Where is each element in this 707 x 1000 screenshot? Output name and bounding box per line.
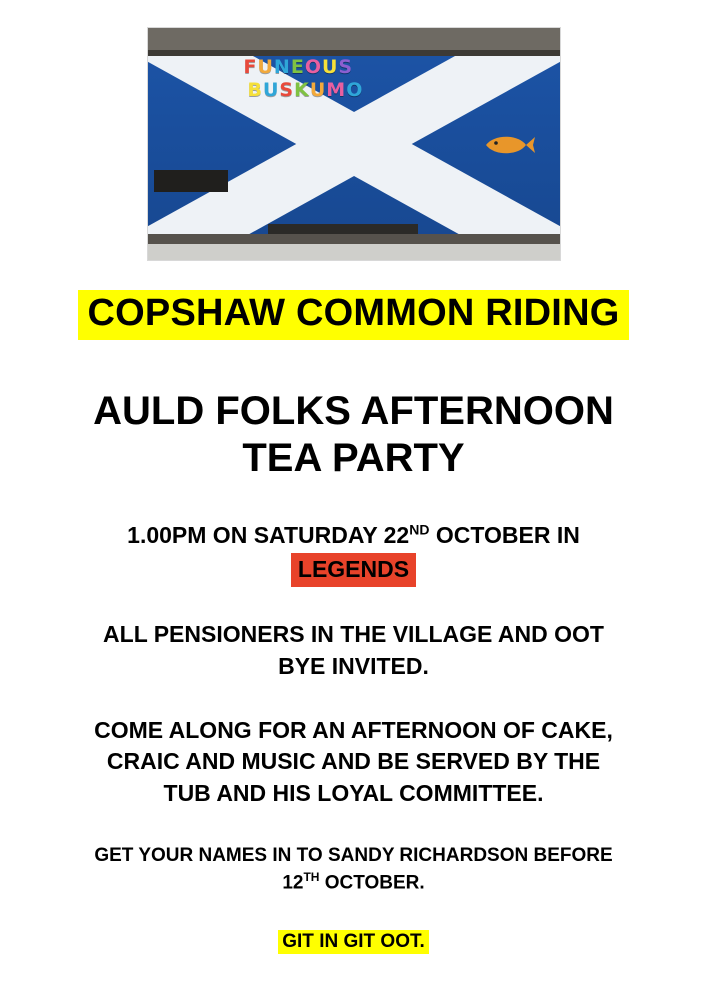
photo-top-shadow xyxy=(148,50,560,56)
rsvp-date-ordinal: TH xyxy=(303,870,320,885)
event-date-ordinal: ND xyxy=(409,521,430,538)
event-headline-line1: AULD FOLKS AFTERNOON xyxy=(93,388,614,433)
title-highlight-band xyxy=(78,290,630,340)
closing-highlight: GIT IN GIT OOT. xyxy=(278,930,429,954)
photo-bottom-shadow xyxy=(148,234,560,244)
banner-letters xyxy=(244,58,434,100)
description-line2: CRAIC AND MUSIC AND BE SERVED BY THE xyxy=(106,748,601,775)
photo-dark-panel-left xyxy=(154,170,228,192)
photo-top-edge xyxy=(148,28,560,50)
rsvp-date-number: 12 xyxy=(282,872,304,894)
rsvp-line2 xyxy=(44,869,664,897)
invitation-line1: ALL PENSIONERS IN THE VILLAGE AND OOT xyxy=(103,621,604,648)
event-time-date: 1.00PM ON SATURDAY 22 xyxy=(127,522,410,549)
event-venue: LEGENDS xyxy=(291,553,416,587)
rsvp-text xyxy=(44,842,664,897)
event-headline xyxy=(34,388,674,482)
closing-text xyxy=(44,931,664,953)
saltire-flag-photo xyxy=(148,28,560,260)
event-datetime xyxy=(44,520,664,587)
banner-letters-line1: FUNEOUS xyxy=(243,56,354,78)
description-line1: COME ALONG FOR AN AFTERNOON OF CAKE, xyxy=(94,716,613,743)
rsvp-line1: GET YOUR NAMES IN TO SANDY RICHARDSON BEFORE xyxy=(94,844,613,866)
rsvp-date-month: OCTOBER. xyxy=(319,872,425,894)
description-line3: TUB AND HIS LOYAL COMMITTEE. xyxy=(163,780,544,807)
event-month: OCTOBER IN xyxy=(429,522,580,549)
banner-letters-line2: BUSKUMO xyxy=(247,79,364,101)
event-venue-row xyxy=(44,551,664,587)
page-title: COPSHAW COMMON RIDING xyxy=(87,292,620,334)
invitation-line2: BYE INVITED. xyxy=(278,652,429,679)
event-headline-line2: TEA PARTY xyxy=(242,435,465,480)
description-text xyxy=(44,715,664,810)
event-datetime-line xyxy=(44,520,664,551)
fish-icon xyxy=(482,132,536,158)
invitation-text xyxy=(44,619,664,682)
photo-bottom-edge xyxy=(148,244,560,260)
